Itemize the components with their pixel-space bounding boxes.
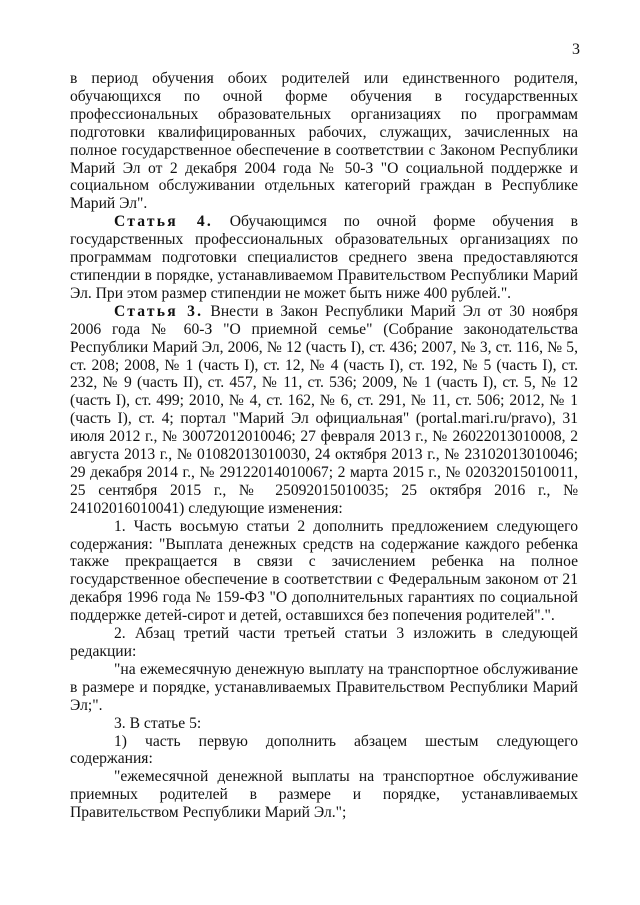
- amendment-2: [70, 625, 578, 661]
- article-label: Статья 3.: [114, 302, 204, 320]
- paragraph-continuation: [70, 70, 578, 213]
- document-body: [70, 70, 578, 822]
- amendment-3: [70, 715, 578, 733]
- amendment-2-quote: [70, 661, 578, 715]
- article-4: [70, 213, 578, 303]
- page-number: 3: [572, 41, 580, 58]
- amendment-3-item-1: [70, 733, 578, 769]
- paragraph-text: 1) часть первую дополнить абзацем шестым следующего содержания:: [70, 732, 578, 768]
- paragraph-text: 1. Часть восьмую статьи 2 дополнить предложением следующего содержания: "Выплата денежных средств на содержание каждого ребенка также прекращается в связи с зачислением ребенка на полное государственное обеспечение в соответствии с Федеральным законом от 21 декабря 1996 года № 159-ФЗ "О дополнительных гарантиях по социальной поддержке детей-сирот и детей, оставшихся без попечения родителей".".: [70, 517, 578, 625]
- paragraph-text: 2. Абзац третий части третьей статьи 3 изложить в следующей редакции:: [70, 625, 578, 660]
- amendment-3-item-1-quote: [70, 768, 578, 822]
- paragraph-text: "на ежемесячную денежную выплату на транспортное обслуживание в размере и порядке, устанавливаемых Правительством Республики Марий Эл;".: [70, 660, 578, 714]
- article-text: Обучающимся по очной форме обучения в государственных профессиональных образовательных организациях по программам подготовки специалистов среднего звена предоставляются стипендии в порядке, устанавливаемом Правительством Республики Марий Эл. При этом размер стипендии не может быть ниже 400 рублей.".: [70, 213, 578, 302]
- paragraph-text: "ежемесячной денежной выплаты на транспортное обслуживание приемных родителей в размере и порядке, устанавливаемых Правительством Республики Марий Эл.";: [70, 768, 578, 822]
- paragraph-text: в период обучения обоих родителей или единственного родителя, обучающихся по очной форме обучения в государственных профессиональных образовательных организациях по программам подготовки квалифицированных рабочих, служащих, зачисленных на полное государственное обеспечение в соответствии с Законом Республики Марий Эл от 2 декабря 2004 года № 50-З "О социальной поддержке и социальном обслуживании отдельных категорий граждан в Республике Марий Эл".: [70, 70, 578, 213]
- paragraph-text: 3. В статье 5:: [114, 714, 202, 732]
- article-label: Статья 4.: [114, 213, 213, 231]
- article-3: [70, 303, 578, 518]
- amendment-1: [70, 518, 578, 625]
- article-text: Внести в Закон Республики Марий Эл от 30 ноября 2006 года № 60-З "О приемной семье" (Собрание законодательства Республики Марий Эл, 2006, № 12 (часть I), ст. 436; 2007, № 3, ст. 116, № 5, ст. 208; 2008, № 1 (часть I), ст. 12, № 4 (часть I), ст. 192, № 5 (часть I), ст. 232, № 9 (часть II), ст. 457, № 11, ст. 536; 2009, № 1 (часть I), ст. 5, № 12 (часть I), ст. 499; 2010, № 4, ст. 162, № 6, ст. 291, № 11, ст. 506; 2012, № 1 (часть I), ст. 4; портал "Марий Эл официальная" (portal.mari.ru/pravo), 31 июля 2012 г., № 30072012010046; 27 февраля 2013 г., № 26022013010008, 2 августа 2013 г., № 01082013010030, 24 октября 2013 г., № 23102013010046; 29 декабря 2014 г., № 29122014010067; 2 марта 2015 г., № 02032015010011, 25 сентября 2015 г., № 25092015010035; 25 октября 2016 г., № 24102016010041) следующие изменения:: [70, 302, 578, 517]
